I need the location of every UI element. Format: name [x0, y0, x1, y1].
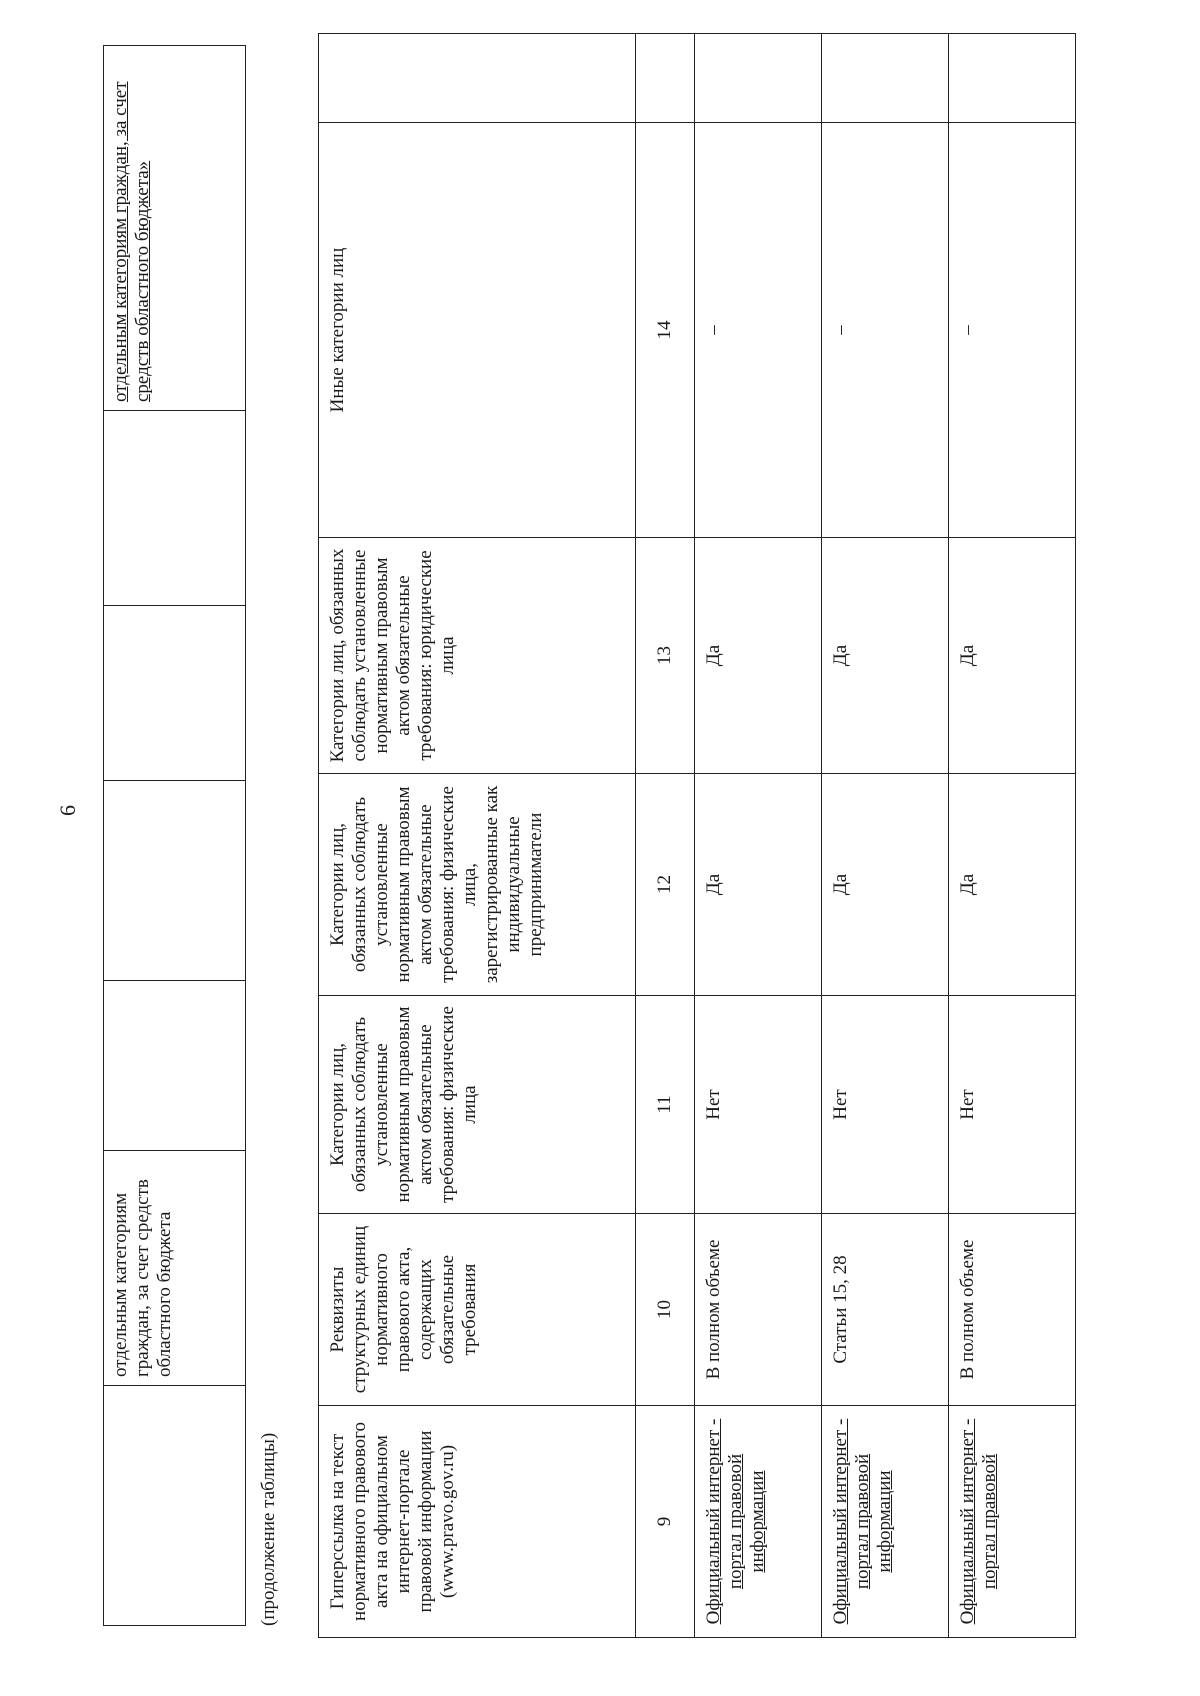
header-row	[319, 34, 636, 1638]
portal-link[interactable]: Официальный интернет - портал правовой информации	[703, 1418, 768, 1625]
column-number-row	[636, 34, 695, 1638]
header-legal-entities: Категории лиц, обязанных соблюдать установленные нормативным правовым актом обязательные требования: юридические лица	[319, 538, 636, 774]
extra-cell	[949, 34, 1076, 123]
header-other-categories: Иные категории лиц	[319, 123, 636, 538]
portal-link-cell[interactable]	[822, 1406, 949, 1638]
legal-entities-cell: Да	[949, 538, 1076, 774]
top-table-fragment	[103, 45, 246, 1626]
top-cell-blank	[104, 981, 246, 1151]
requisites-cell: В полном объеме	[695, 1214, 822, 1406]
other-categories-cell: –	[949, 123, 1076, 538]
legal-entities-cell: Да	[695, 538, 822, 774]
header-individuals: Категории лиц, обязанных соблюдать установленные нормативным правовым актом обязательные требования: физические лица	[319, 996, 636, 1214]
portal-link[interactable]: Официальный интернет - портал правовой информации	[830, 1418, 895, 1625]
page-number: 6	[55, 805, 80, 816]
individuals-cell: Нет	[695, 996, 822, 1214]
table-row	[695, 34, 822, 1638]
top-cell-blank	[104, 411, 246, 606]
legal-entities-cell: Да	[822, 538, 949, 774]
table-row	[949, 34, 1076, 1638]
extra-cell	[695, 34, 822, 123]
header-hyperlink: Гиперссылка на текст нормативного правового акта на официальном интернет-портале правовой информации (www.pravo.gov.ru)	[319, 1406, 636, 1638]
entrepreneurs-cell: Да	[822, 774, 949, 996]
header-requisites: Реквизиты структурных единиц нормативного правового акта, содержащих обязательные требования	[319, 1214, 636, 1406]
requisites-cell: Статьи 15, 28	[822, 1214, 949, 1406]
top-cell-right: отдельным категориям граждан, за счет средств областного бюджета»	[104, 46, 246, 411]
column-number: 13	[636, 538, 695, 774]
table-row	[822, 34, 949, 1638]
other-categories-cell: –	[822, 123, 949, 538]
other-categories-cell: –	[695, 123, 822, 538]
entrepreneurs-cell: Да	[949, 774, 1076, 996]
column-number: 14	[636, 123, 695, 538]
portal-link[interactable]: Официальный интернет - портал правовой	[957, 1418, 1000, 1625]
column-number: 9	[636, 1406, 695, 1638]
top-cell-left	[104, 1386, 246, 1626]
column-number: 11	[636, 996, 695, 1214]
entrepreneurs-cell: Да	[695, 774, 822, 996]
column-number: 10	[636, 1214, 695, 1406]
portal-link-cell[interactable]	[695, 1406, 822, 1638]
requirements-table	[318, 33, 1076, 1638]
top-cell-blank	[104, 781, 246, 981]
individuals-cell: Нет	[822, 996, 949, 1214]
column-number: 12	[636, 774, 695, 996]
requisites-cell: В полном объеме	[949, 1214, 1076, 1406]
top-cell-blank	[104, 606, 246, 781]
individuals-cell: Нет	[949, 996, 1076, 1214]
portal-link-cell[interactable]	[949, 1406, 1076, 1638]
header-extra	[319, 34, 636, 123]
extra-cell	[822, 34, 949, 123]
column-number	[636, 34, 695, 123]
table-caption: (продолжение таблицы)	[258, 1432, 279, 1626]
header-entrepreneurs: Категории лиц, обязанных соблюдать установленные нормативным правовым актом обязательные требования: физические лица, зарегистрированные как индивидуальные предприниматели	[319, 774, 636, 996]
top-cell-mid: отдельным категориям граждан, за счет средств областного бюджета	[104, 1151, 246, 1386]
